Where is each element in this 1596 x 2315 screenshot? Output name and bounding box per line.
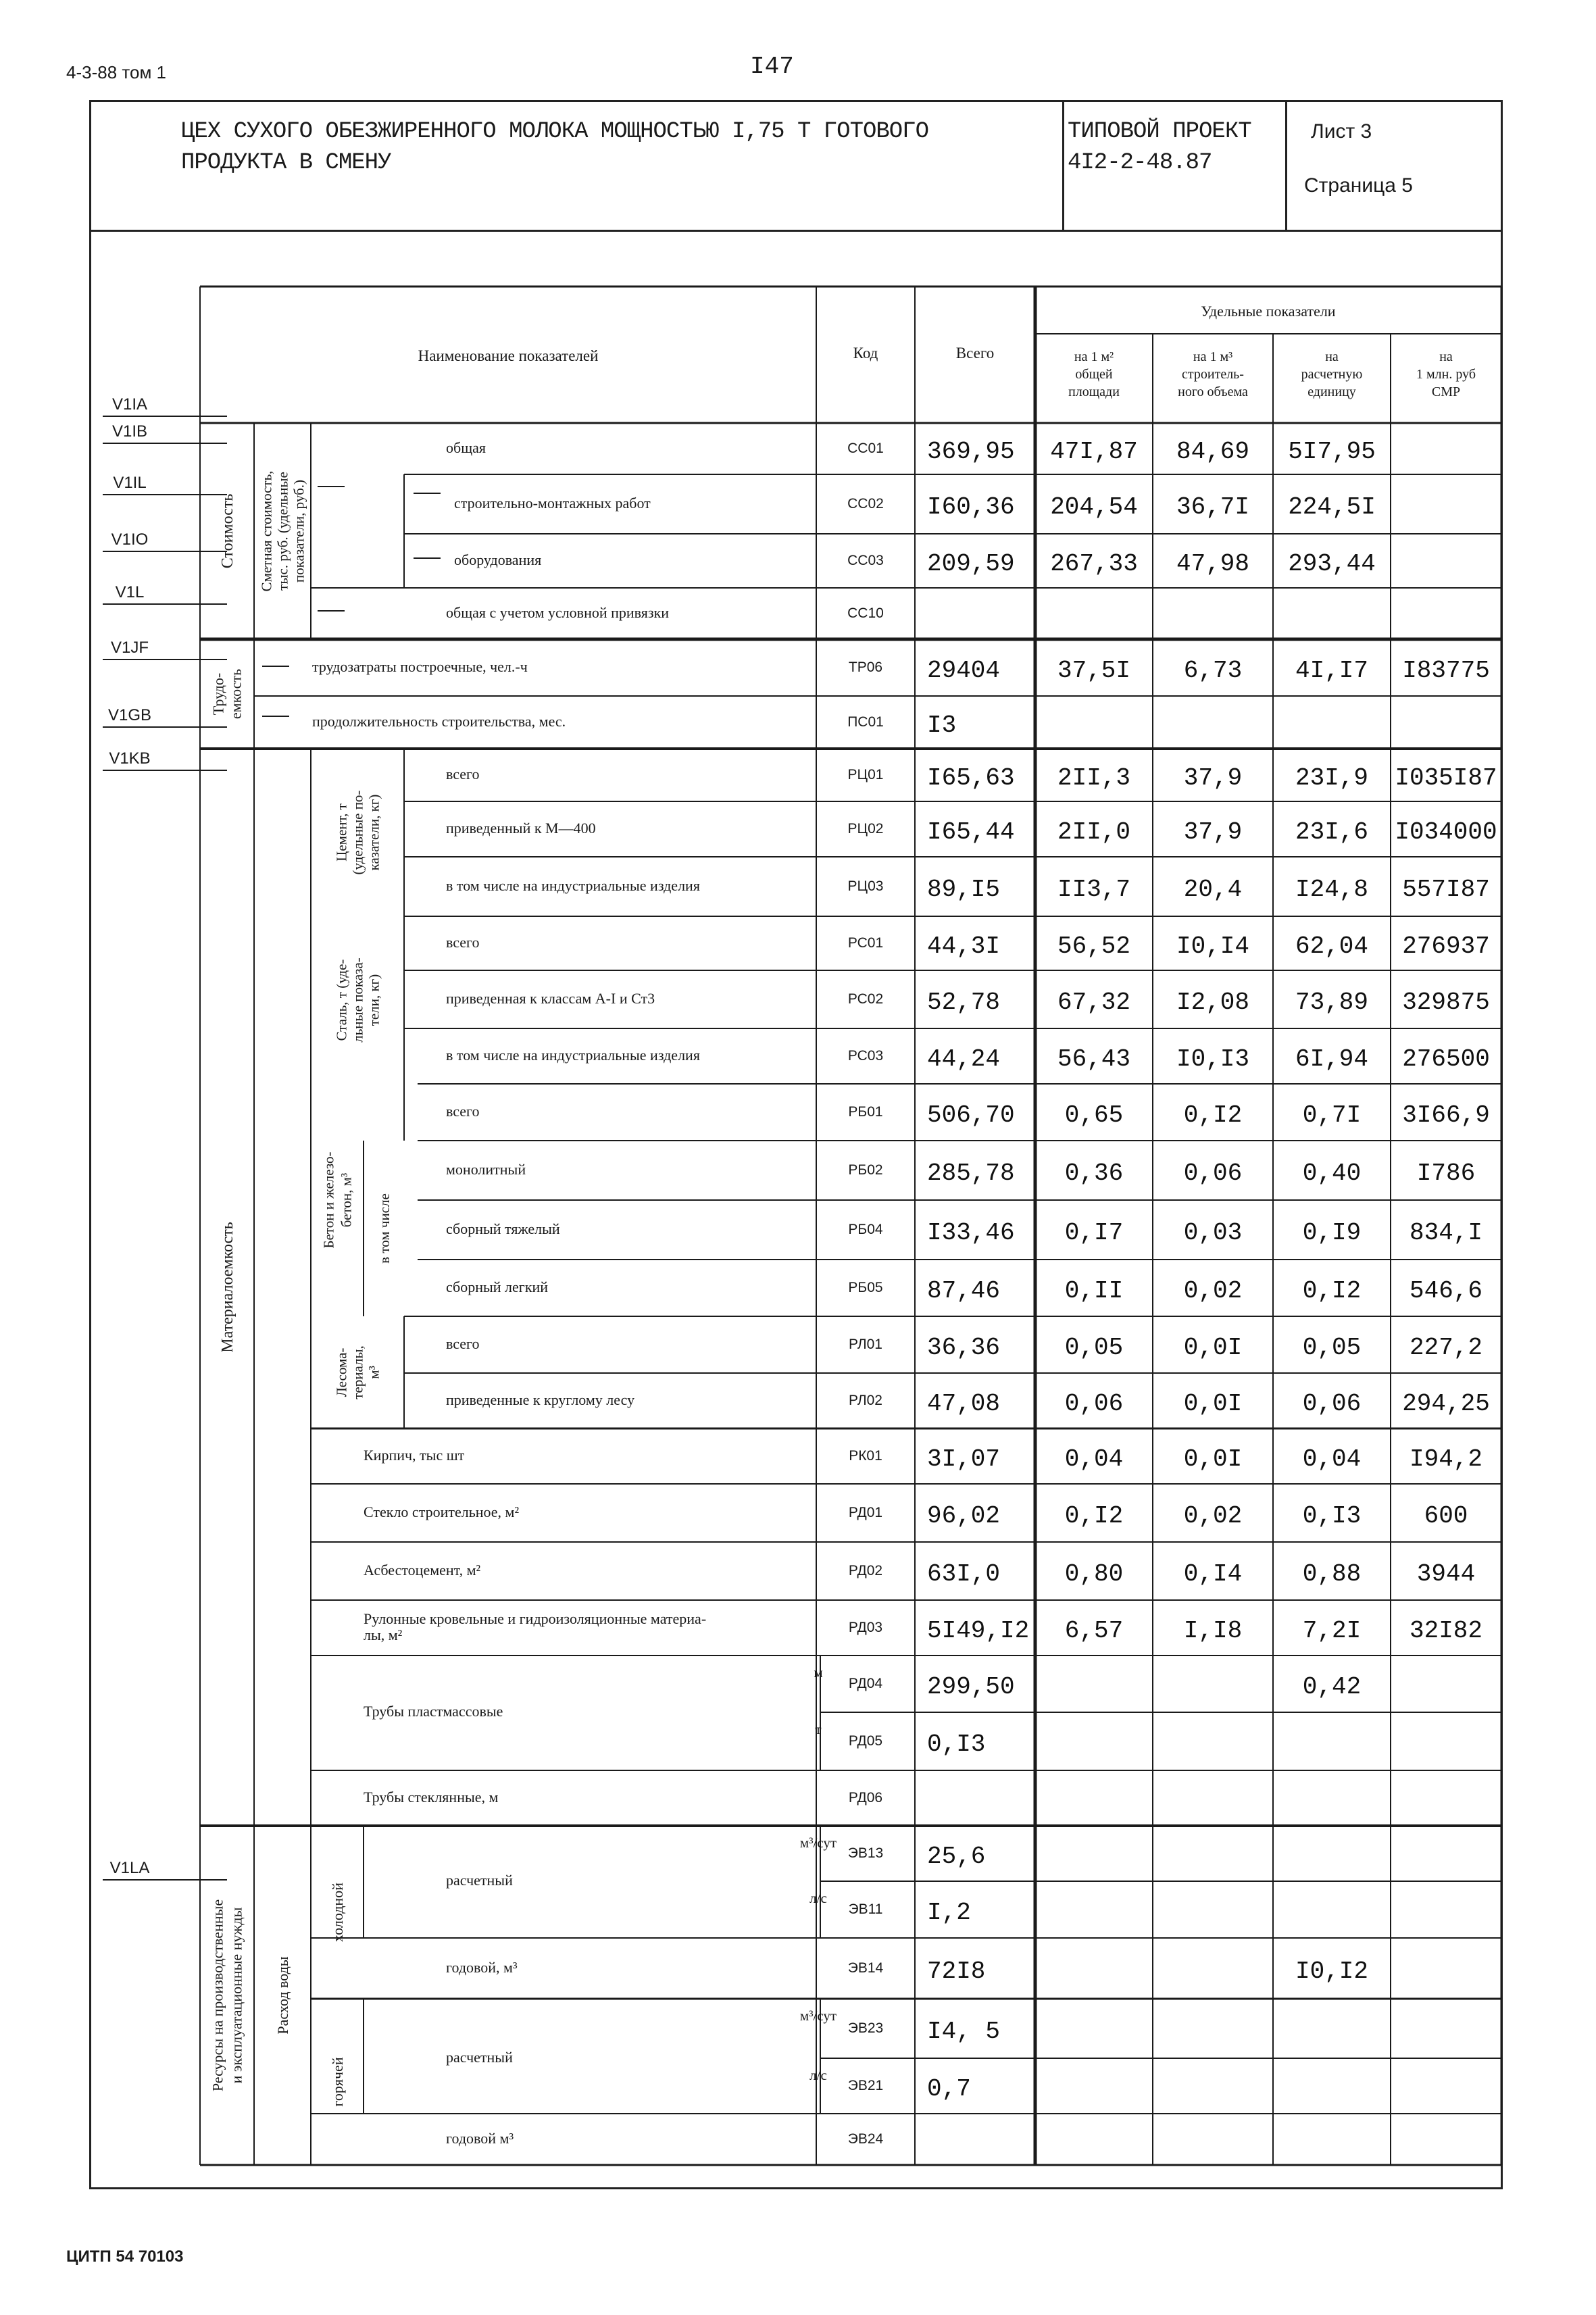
row-value: 0,0I: [1183, 1390, 1243, 1418]
row-total: 72I8: [927, 1958, 986, 1985]
row-value: 0,06: [1302, 1390, 1362, 1418]
row-value: 0,04: [1302, 1445, 1362, 1473]
row-value: 23I,9: [1295, 764, 1369, 792]
group-resources: Ресурсы на производственные: [209, 1899, 226, 2092]
row-value: 294,25: [1402, 1390, 1490, 1418]
group-cost: Стоимость: [219, 493, 236, 569]
row-code: РС01: [847, 935, 884, 951]
row-value: 6,73: [1183, 657, 1243, 684]
row-value: I0,I4: [1176, 932, 1250, 960]
row-value: 0,0I: [1183, 1334, 1243, 1362]
row-label: приведенная к классам А-I и Ст3: [446, 990, 655, 1007]
row-code: РД04: [848, 1676, 883, 1691]
group-timber: Лесома-: [333, 1347, 350, 1397]
row-code: СС10: [847, 605, 884, 621]
header-name: Наименование показателей: [418, 347, 599, 364]
row-code: РС03: [847, 1048, 884, 1064]
row-total: 96,02: [927, 1502, 1001, 1530]
row-value: 0,I3: [1302, 1502, 1362, 1530]
row-value: 0,05: [1064, 1334, 1124, 1362]
row-unit: т: [815, 1721, 822, 1737]
group-material: Материалоемкость: [219, 1222, 236, 1353]
row-value: 4I,I7: [1295, 657, 1369, 684]
row-total: I33,46: [927, 1219, 1015, 1247]
row-value: 0,06: [1064, 1390, 1124, 1418]
row-unit: л/с: [809, 1890, 827, 1906]
row-label: трудозатраты построечные, чел.-ч: [312, 658, 528, 675]
row-total: I65,44: [927, 818, 1015, 846]
row-code: РБ01: [848, 1104, 883, 1120]
row-label: всего: [446, 766, 480, 782]
page-label: Страница 5: [1304, 174, 1413, 197]
row-total: 89,I5: [927, 876, 1001, 903]
row-total: 29404: [927, 657, 1001, 684]
row-code: РД03: [848, 1620, 883, 1635]
row-code: ЭВ21: [847, 2078, 884, 2093]
row-value: 0,II: [1064, 1277, 1124, 1305]
row-code: ПС01: [847, 714, 884, 730]
row-value: 204,54: [1050, 493, 1138, 521]
row-value: II3,7: [1057, 876, 1131, 903]
row-label: в том числе на индустриальные изделия: [446, 1047, 700, 1064]
project-code: 4I2-2-48.87: [1068, 150, 1212, 176]
row-label: Рулонные кровельные и гидроизоляционные материа-: [364, 1610, 707, 1627]
row-value: 546,6: [1409, 1277, 1483, 1305]
row-total: I65,63: [927, 764, 1015, 792]
row-value: 56,43: [1057, 1045, 1131, 1073]
row-value: I24,8: [1295, 876, 1369, 903]
row-label: сборный тяжелый: [446, 1220, 560, 1237]
row-value: 0,7I: [1302, 1101, 1362, 1129]
row-value: 3I66,9: [1402, 1101, 1490, 1129]
group-cost-sub: показатели, руб.): [291, 479, 307, 583]
row-value: 37,9: [1183, 764, 1243, 792]
row-value: 267,33: [1050, 550, 1138, 578]
row-code: РБ04: [848, 1222, 883, 1237]
row-total: 3I,07: [927, 1445, 1001, 1473]
row-label: в том числе на индустриальные изделия: [446, 877, 700, 894]
row-value: 62,04: [1295, 932, 1369, 960]
row-value: 0,36: [1064, 1160, 1124, 1187]
header-per-area: площади: [1068, 384, 1120, 399]
row-code: РЦ01: [847, 767, 884, 782]
row-total: 0,7: [927, 2075, 971, 2103]
group-hot: горячей: [329, 2057, 346, 2107]
row-code: РД01: [848, 1505, 883, 1520]
row-label: годовой, м³: [446, 1959, 518, 1976]
group-cold: холодной: [329, 1883, 346, 1942]
row-value: I035I87: [1395, 764, 1497, 792]
row-value: 6I,94: [1295, 1045, 1369, 1073]
row-value: 20,4: [1183, 876, 1243, 903]
page-number: I47: [750, 53, 794, 80]
row-value: 3944: [1416, 1560, 1476, 1588]
row-label: Асбестоцемент, м²: [364, 1562, 481, 1578]
row-code: ЭВ23: [847, 2020, 884, 2036]
row-value: 0,80: [1064, 1560, 1124, 1588]
left-code: V1IA: [111, 395, 148, 414]
left-code: V1IB: [111, 422, 148, 441]
row-total: 285,78: [927, 1160, 1015, 1187]
row-code: РЦ03: [847, 878, 884, 894]
row-value: 36,7I: [1176, 493, 1250, 521]
row-value: 276937: [1402, 932, 1490, 960]
row-code: РЦ02: [847, 821, 884, 837]
group-cost-sub: тыс. руб. (удельные: [274, 472, 291, 591]
group-resources: и эксплуатационные нужды: [228, 1907, 245, 2084]
row-value: 6,57: [1064, 1617, 1124, 1645]
row-value: 227,2: [1409, 1334, 1483, 1362]
header-per-mln: на: [1439, 349, 1453, 364]
row-total: 44,24: [927, 1045, 1001, 1073]
left-code: V1IL: [113, 474, 147, 492]
row-value: 0,I9: [1302, 1219, 1362, 1247]
row-value: 73,89: [1295, 989, 1369, 1016]
row-total: 5I49,I2: [927, 1617, 1030, 1645]
header-total: Всего: [955, 345, 995, 362]
row-total: I60,36: [927, 493, 1015, 521]
row-value: 329875: [1402, 989, 1490, 1016]
row-total: 0,I3: [927, 1731, 986, 1758]
row-value: 0,06: [1183, 1160, 1243, 1187]
row-value: 0,I7: [1064, 1219, 1124, 1247]
row-total: 506,70: [927, 1101, 1015, 1129]
sheet-number: Лист 3: [1311, 120, 1372, 143]
row-code: ЭВ24: [847, 2131, 884, 2147]
row-value: 47I,87: [1050, 438, 1138, 466]
row-unit: м³/сут: [799, 2008, 837, 2024]
group-concrete-sub: в том числе: [376, 1193, 393, 1264]
row-value: 56,52: [1057, 932, 1131, 960]
row-value: 0,88: [1302, 1560, 1362, 1588]
row-value: 0,65: [1064, 1101, 1124, 1129]
row-label: приведенные к круглому лесу: [446, 1391, 635, 1408]
title-line-1: ЦЕХ СУХОГО ОБЕЗЖИРЕННОГО МОЛОКА МОЩНОСТЬЮ I,75 Т ГОТОВОГО: [181, 119, 928, 145]
row-total: 47,08: [927, 1390, 1001, 1418]
group-concrete: Бетон и железо-: [320, 1151, 337, 1249]
row-value: I,I8: [1183, 1617, 1243, 1645]
group-water: Расход воды: [274, 1956, 291, 2035]
row-total: I4, 5: [927, 2018, 1001, 2045]
row-total: 36,36: [927, 1334, 1001, 1362]
header-per-mln: 1 млн. руб: [1416, 367, 1476, 382]
group-cement: казатели, кг): [366, 794, 382, 871]
left-code: V1GB: [107, 706, 152, 724]
header-per-mln: СМР: [1431, 384, 1461, 399]
row-value: 2II,0: [1057, 818, 1131, 846]
group-timber: м³: [366, 1366, 382, 1379]
row-code: РД05: [848, 1733, 883, 1749]
row-value: I83775: [1402, 657, 1490, 684]
row-value: 23I,6: [1295, 818, 1369, 846]
row-value: 276500: [1402, 1045, 1490, 1073]
header-per-volume: ного объема: [1178, 384, 1248, 399]
group-labor: Трудо-: [209, 672, 227, 716]
document-reference: 4-3-88 том 1: [66, 62, 167, 82]
row-label: сборный легкий: [446, 1278, 549, 1295]
row-total: 25,6: [927, 1843, 986, 1870]
project-label: ТИПОВОЙ ПРОЕКТ: [1068, 119, 1251, 145]
row-value: 0,03: [1183, 1219, 1243, 1247]
row-code: ЭВ14: [847, 1960, 884, 1976]
row-unit: м: [814, 1664, 823, 1681]
row-code: ЭВ11: [848, 1901, 883, 1917]
row-value: 0,I2: [1183, 1101, 1243, 1129]
row-code: СС01: [847, 441, 884, 456]
left-code: V1L: [115, 583, 145, 601]
row-code: СС02: [847, 496, 884, 512]
row-value: 0,I2: [1064, 1502, 1124, 1530]
left-code: V1IO: [111, 530, 149, 549]
row-label: всего: [446, 1103, 480, 1120]
header-per-area: на 1 м²: [1074, 349, 1114, 364]
group-steel: льные показа-: [349, 957, 366, 1043]
header-per-area: общей: [1075, 367, 1113, 382]
row-code: РБ05: [848, 1280, 883, 1295]
row-label: лы, м²: [364, 1626, 403, 1643]
left-code: V1LA: [109, 1859, 150, 1877]
row-label: общая с учетом условной привязки: [446, 604, 670, 621]
row-code: РЛ02: [849, 1393, 882, 1408]
row-value: 224,5I: [1288, 493, 1376, 521]
row-total: 299,50: [927, 1673, 1015, 1701]
left-code: V1JF: [110, 639, 149, 657]
row-label: монолитный: [446, 1161, 526, 1178]
row-value: 834,I: [1409, 1219, 1483, 1247]
row-label: продолжительность строительства, мес.: [312, 713, 566, 730]
row-value: 32I82: [1409, 1617, 1483, 1645]
header-specific: Удельные показатели: [1201, 303, 1336, 320]
row-value: 0,I4: [1183, 1560, 1243, 1588]
row-code: РК01: [849, 1448, 882, 1464]
row-value: 7,2I: [1302, 1617, 1362, 1645]
row-value: I94,2: [1409, 1445, 1483, 1473]
group-labor: емкость: [227, 668, 245, 720]
row-code: РЛ01: [849, 1337, 882, 1352]
row-value: 293,44: [1288, 550, 1376, 578]
row-value: 84,69: [1176, 438, 1250, 466]
group-steel: Сталь, т (уде-: [333, 959, 350, 1041]
row-code: РС02: [847, 991, 884, 1007]
row-label: Трубы стеклянные, м: [364, 1789, 499, 1806]
row-total: I,2: [927, 1899, 971, 1926]
row-code: РБ02: [848, 1162, 883, 1178]
row-value: 0,I2: [1302, 1277, 1362, 1305]
row-label: всего: [446, 934, 480, 951]
row-total: 44,3I: [927, 932, 1001, 960]
row-code: СС03: [847, 553, 884, 568]
row-value: 600: [1424, 1502, 1468, 1530]
row-total: 87,46: [927, 1277, 1001, 1305]
row-label: общая: [446, 439, 487, 456]
row-total: 209,59: [927, 550, 1015, 578]
title-line-2: ПРОДУКТА В СМЕНУ: [181, 150, 391, 176]
header-per-volume: на 1 м³: [1193, 349, 1233, 364]
row-value: 47,98: [1176, 550, 1250, 578]
header-per-unit: на: [1325, 349, 1339, 364]
row-value: 0,05: [1302, 1334, 1362, 1362]
row-label: оборудования: [454, 551, 542, 568]
row-label: Трубы пластмассовые: [364, 1703, 503, 1720]
row-value: 0,42: [1302, 1673, 1362, 1701]
row-value: 0,04: [1064, 1445, 1124, 1473]
row-value: 0,40: [1302, 1160, 1362, 1187]
row-code: РД02: [848, 1563, 883, 1578]
row-value: I2,08: [1176, 989, 1250, 1016]
row-label: расчетный: [446, 1872, 513, 1889]
row-label: годовой м³: [446, 2130, 514, 2147]
row-value: 67,32: [1057, 989, 1131, 1016]
left-code: V1KB: [109, 749, 151, 768]
header-per-volume: строитель-: [1182, 367, 1244, 382]
row-label: строительно-монтажных работ: [454, 495, 651, 512]
row-value: 37,5I: [1057, 657, 1131, 684]
row-unit: л/с: [809, 2067, 827, 2083]
row-value: 0,0I: [1183, 1445, 1243, 1473]
row-code: ЭВ13: [847, 1845, 884, 1861]
header-code: Код: [853, 345, 878, 362]
row-value: I0,I2: [1295, 1958, 1369, 1985]
row-value: 0,02: [1183, 1502, 1243, 1530]
group-timber: териалы,: [349, 1345, 366, 1399]
group-cement: (удельные по-: [349, 790, 366, 875]
footer-stamp: ЦИТП 54 70103: [66, 2247, 184, 2266]
row-value: 5I7,95: [1288, 438, 1376, 466]
group-concrete: бетон, м³: [338, 1172, 355, 1228]
row-total: 369,95: [927, 438, 1015, 466]
row-unit: м³/сут: [799, 1835, 837, 1851]
row-value: 557I87: [1402, 876, 1490, 903]
row-code: ТР06: [848, 659, 883, 675]
row-label: приведенный к М—400: [446, 820, 596, 837]
row-total: 52,78: [927, 989, 1001, 1016]
group-cost-sub: Сметная стоимость,: [258, 470, 275, 592]
row-total: 63I,0: [927, 1560, 1001, 1588]
row-value: 2II,3: [1057, 764, 1131, 792]
row-total: I3: [927, 712, 957, 739]
row-value: 37,9: [1183, 818, 1243, 846]
row-label: Стекло строительное, м²: [364, 1503, 520, 1520]
row-label: расчетный: [446, 2049, 513, 2066]
group-steel: тели, кг): [366, 974, 382, 1026]
row-value: I034000: [1395, 818, 1497, 846]
row-value: I786: [1416, 1160, 1476, 1187]
header-per-unit: единицу: [1307, 384, 1356, 399]
row-value: I0,I3: [1176, 1045, 1250, 1073]
row-code: РД06: [848, 1790, 883, 1806]
row-label: Кирпич, тыс шт: [364, 1447, 465, 1464]
header-per-unit: расчетную: [1301, 367, 1363, 382]
row-label: всего: [446, 1335, 480, 1352]
group-cement: Цемент, т: [333, 803, 350, 862]
row-value: 0,02: [1183, 1277, 1243, 1305]
